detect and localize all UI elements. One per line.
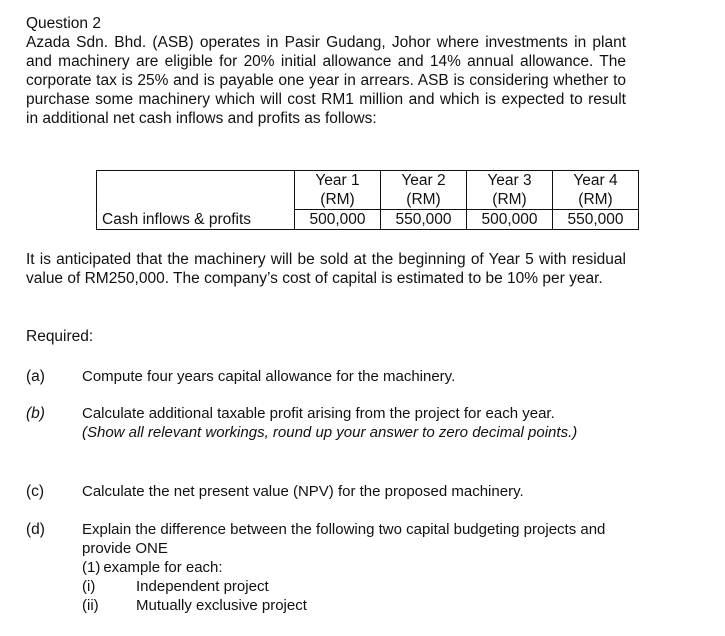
- item-b-text: Calculate additional taxable profit arising from the project for each year.: [82, 405, 555, 422]
- item-d-line2: provide ONE: [82, 540, 168, 557]
- second-paragraph: It is anticipated that the machinery will be sold at the beginning of Year 5 with residual value of RM250,000. The company’s cost of capital is estimated to be 10% per year.: [26, 251, 626, 287]
- year-4-value: 550,000: [553, 210, 639, 230]
- intro-paragraph: Azada Sdn. Bhd. (ASB) operates in Pasir Gudang, Johor where investments in plant and machinery are eligible for 20% initial allowance and 14% annual allowance. The corporate tax is 25% and is payable one year in arrears. ASB is considering whether to purchase some machinery which will cost RM1 million and which is expected to result in additional net cash inflows and profits as follows:: [26, 34, 626, 127]
- item-d-line3: (1) example for each:: [82, 559, 223, 576]
- subitem-ii: [82, 596, 672, 615]
- year-1-header: Year 1 (RM): [295, 171, 381, 210]
- required-heading: Required:: [26, 328, 94, 345]
- subitem-i-num: (i): [82, 578, 96, 595]
- subitem-ii-num: (ii): [82, 597, 99, 614]
- year-4-header: Year 4 (RM): [553, 171, 639, 210]
- item-a-label: (a): [26, 368, 45, 385]
- item-b-note: (Show all relevant workings, round up your answer to zero decimal points.): [82, 424, 578, 441]
- year-1-value: 500,000: [295, 210, 381, 230]
- year-2-value: 550,000: [381, 210, 467, 230]
- question-title: Question 2: [26, 15, 101, 32]
- item-c-text: Calculate the net present value (NPV) for the proposed machinery.: [82, 483, 524, 500]
- item-d-body: [82, 520, 672, 615]
- item-b-body: [82, 404, 672, 442]
- item-d-line1: Explain the difference between the following two capital budgeting projects and: [82, 521, 606, 538]
- item-b-label: (b): [26, 405, 45, 422]
- year-3-header: Year 3 (RM): [467, 171, 553, 210]
- item-c-label: (c): [26, 483, 45, 500]
- subitem-i-text: Independent project: [136, 578, 269, 595]
- year-3-value: 500,000: [467, 210, 553, 230]
- year-2-header: Year 2 (RM): [381, 171, 467, 210]
- item-a-text: Compute four years capital allowance for the machinery.: [82, 368, 456, 385]
- subitem-ii-text: Mutually exclusive project: [136, 597, 307, 614]
- table-row-label: Cash inflows & profits: [97, 171, 295, 230]
- cash-inflow-table: [96, 170, 639, 230]
- table-header-row: [97, 171, 639, 210]
- subitem-i: [82, 577, 672, 596]
- item-d-label: (d): [26, 521, 45, 538]
